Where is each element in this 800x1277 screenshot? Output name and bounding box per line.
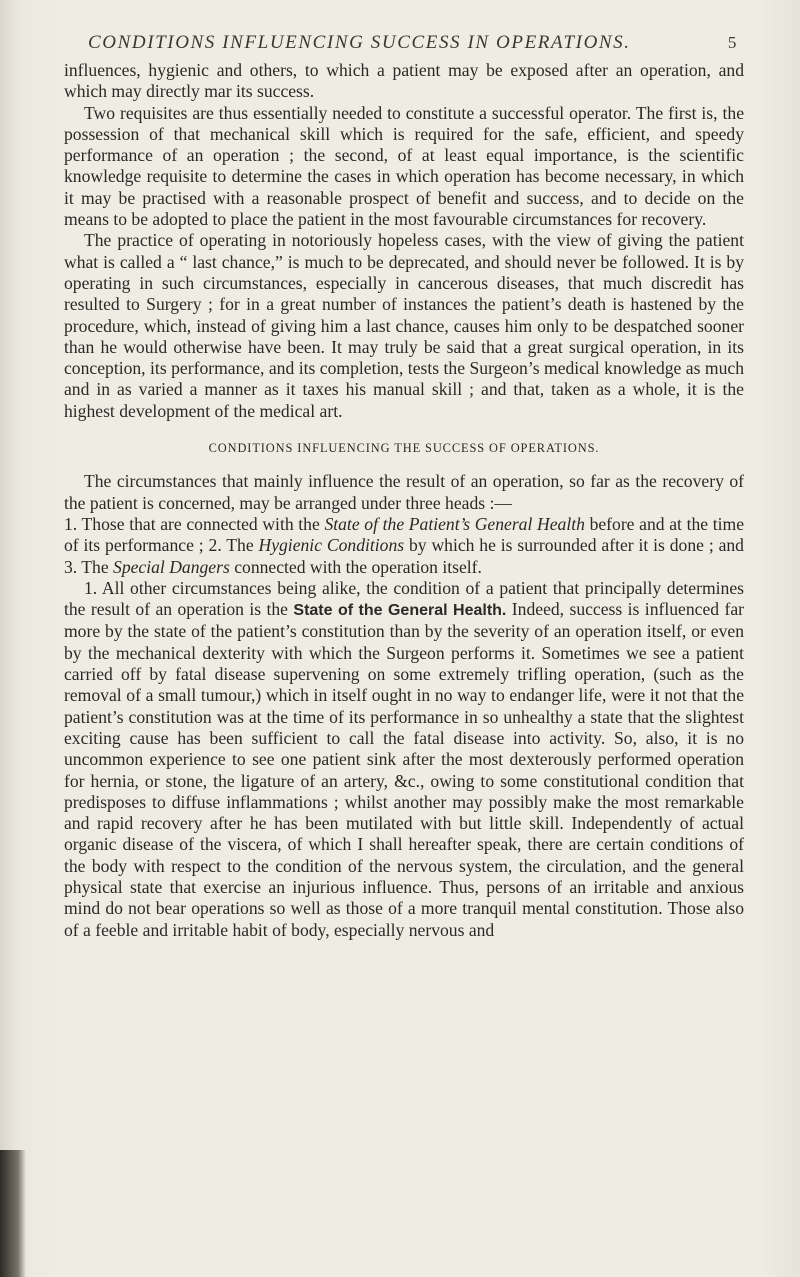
paragraph-general-health — [64, 578, 744, 941]
page-number: 5 — [727, 33, 738, 52]
body-text — [64, 60, 744, 941]
paragraph-hopeless-cases: The practice of operating in notoriously hopeless cases, with the view of giving the patient what is called a “ last chance,” is much to be deprecated, and should never be followed. It is by operating in such circumstances, especially in cancerous diseases, that much discredit has resulted to Surgery ; for in a great number of instances the patient’s death is hastened by the procedure, which, instead of giving him a last chance, causes him only to be despatched sooner than he would otherwise have been. It may truly be said that a great surgical operation, in its conception, its performance, and its completion, tests the Surgeon’s medical knowledge as much and in as varied a manner as it taxes his manual skill ; and that, taken as a whole, it is the highest development of the medical art. — [64, 230, 744, 421]
running-title: CONDITIONS INFLUENCING SUCCESS IN OPERATIONS. — [88, 32, 631, 53]
paragraph-continuation: influences, hygienic and others, to which a patient may be exposed after an operation, and which may directly mar its success. — [64, 60, 744, 102]
general-health-term: State of the General Health. — [293, 602, 507, 620]
head-2-post: by which he is surrounded after it is done ; and 3. The — [64, 535, 744, 577]
head-1-pre: 1. Those that are connected with the — [64, 513, 325, 534]
paragraph-three-heads — [64, 471, 744, 577]
head-1-post: before and at the time of its performance ; 2. The — [64, 513, 745, 556]
paragraph-requisites: Two requisites are thus essentially needed to constitute a successful operator. The first is, the possession of that mechanical skill which is required for the safe, efficient, and speedy performance of an operation ; the second, of at least equal importance, is the scientific knowledge requisite to determine the cases in which operation has become necessary, in which it may be practised with a reasonable prospect of benefit and success, and to decide on the means to be adopted to place the patient in the most favourable circumstances for recovery. — [64, 102, 744, 230]
three-heads-lead: The circumstances that mainly influence the result of an operation, so far as the recovery of the patient is concerned, may be arranged under three heads :— — [64, 471, 744, 513]
head-1-title: State of the Patient’s General Health — [324, 513, 585, 534]
running-head — [88, 32, 738, 54]
head-2-title: Hygienic Conditions — [258, 535, 405, 556]
head-3-post: connected with the operation itself. — [229, 556, 482, 577]
head-3-title: Special Dangers — [113, 556, 230, 577]
section-heading: CONDITIONS INFLUENCING THE SUCCESS OF OPERATIONS. — [208, 441, 600, 456]
general-health-body: Indeed, success is influenced far more by the state of the patient’s constitution than by the severity of an operation itself, or even by the mechanical dexterity with which the Surgeon performs it. Sometimes we see a patient carried off by fatal disease supervening on some extremely trifling operation, (such as the removal of a small tumour,) which in itself ought in no way to endanger life, were it not that the patient’s constitution was at the time of its performance in so unhealthy a state that the slightest exciting cause has been sufficient to call the fatal disease into activity. So, also, it is no uncommon experience to see one patient sink after the most dexterously performed operation for hernia, or stone, the ligature of an artery, &c., owing to some constitutional condition that predisposes to diffuse inflammations ; whilst another may possibly make the most remarkable and rapid recovery after he has been mutilated with but little skill. Independently of actual organic disease of the viscera, of which I shall hereafter speak, there are certain conditions of the body with respect to the condition of the nervous system, the circulation, and the general physical state that exercise an injurious influence. Thus, persons of an irritable and anxious mind do not bear operations so well as those of a more tranquil mental constitution. Those also of a feeble and irritable habit of body, especially nervous and — [64, 599, 744, 940]
book-spine-shadow — [0, 1150, 26, 1277]
general-health-pre: 1. All other circumstances being alike, the condition of a patient that principally determines the result of an operation is the — [64, 577, 744, 620]
